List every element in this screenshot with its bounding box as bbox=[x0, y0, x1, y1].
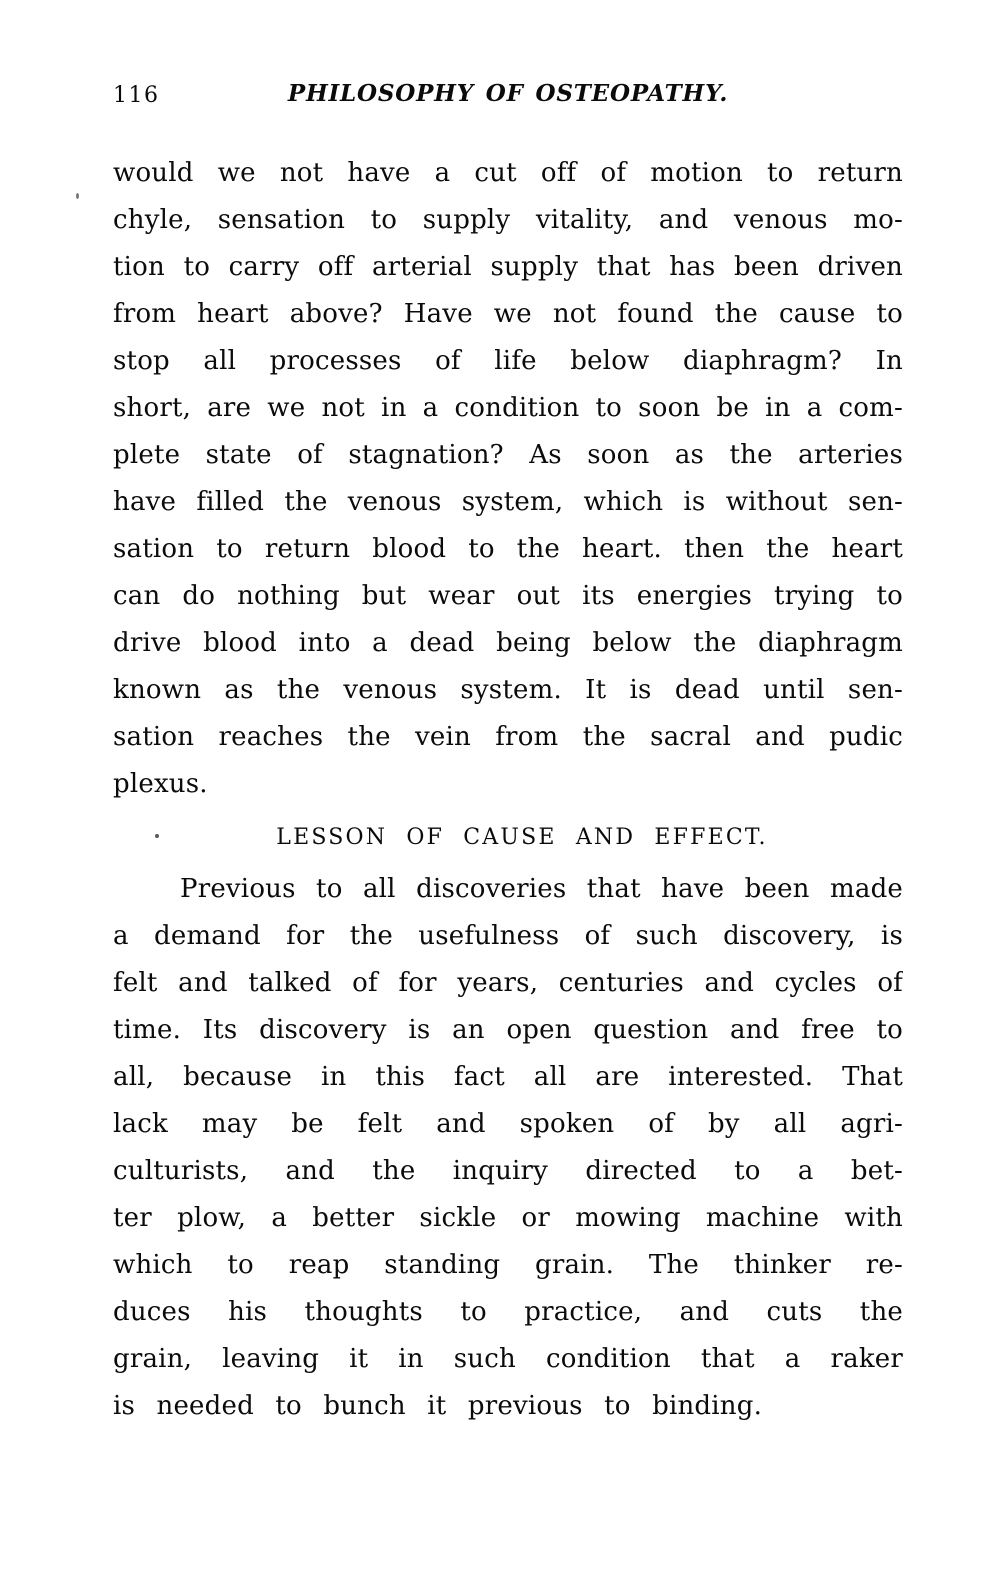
text-line: chyle, sensation to supply vitality, and venous mo- bbox=[113, 205, 903, 235]
text-line: would we not have a cut off of motion to return bbox=[113, 158, 903, 188]
page-body bbox=[113, 150, 903, 1430]
text-line: which to reap standing grain. The thinker re- bbox=[113, 1250, 903, 1280]
scan-speckle bbox=[76, 193, 79, 199]
text-line: tion to carry off arterial supply that has been driven bbox=[113, 252, 903, 282]
text-line: have filled the venous system, which is without sen- bbox=[113, 487, 903, 517]
text-line: lack may be felt and spoken of by all agri- bbox=[113, 1109, 903, 1139]
text-line: duces his thoughts to practice, and cuts the bbox=[113, 1297, 903, 1327]
text-line: grain, leaving it in such condition that a raker bbox=[113, 1344, 903, 1374]
text-line: felt and talked of for years, centuries and cycles of bbox=[113, 968, 903, 998]
page-header bbox=[113, 80, 903, 112]
text-line: time. Its discovery is an open question and free to bbox=[113, 1015, 903, 1045]
text-line: is needed to bunch it previous to binding. bbox=[113, 1391, 763, 1421]
text-line: stop all processes of life below diaphragm? In bbox=[113, 346, 903, 376]
text-line: culturists, and the inquiry directed to a bet- bbox=[113, 1156, 903, 1186]
text-line: can do nothing but wear out its energies trying to bbox=[113, 581, 903, 611]
text-line: from heart above? Have we not found the cause to bbox=[113, 299, 903, 329]
text-line: plete state of stagnation? As soon as the arteries bbox=[113, 440, 903, 470]
text-line: sation to return blood to the heart. then the heart bbox=[113, 534, 903, 564]
text-line: drive blood into a dead being below the diaphragm bbox=[113, 628, 903, 658]
text-line: sation reaches the vein from the sacral and pudic bbox=[113, 722, 903, 752]
text-line: Previous to all discoveries that have been made bbox=[180, 874, 903, 904]
paragraph-1 bbox=[113, 150, 903, 808]
scan-speckle bbox=[155, 834, 159, 838]
paragraph-2 bbox=[113, 866, 903, 1430]
running-title: PHILOSOPHY OF OSTEOPATHY. bbox=[287, 80, 729, 107]
section-heading: LESSON OF CAUSE AND EFFECT. bbox=[276, 825, 768, 850]
page-number: 116 bbox=[113, 83, 160, 108]
text-line: a demand for the usefulness of such discovery, is bbox=[113, 921, 903, 951]
text-line: ter plow, a better sickle or mowing machine with bbox=[113, 1203, 903, 1233]
text-line: all, because in this fact all are interested. That bbox=[113, 1062, 903, 1092]
text-line: known as the venous system. It is dead until sen- bbox=[113, 675, 903, 705]
text-line: short, are we not in a condition to soon be in a com- bbox=[113, 393, 903, 423]
text-line: plexus. bbox=[113, 769, 208, 799]
